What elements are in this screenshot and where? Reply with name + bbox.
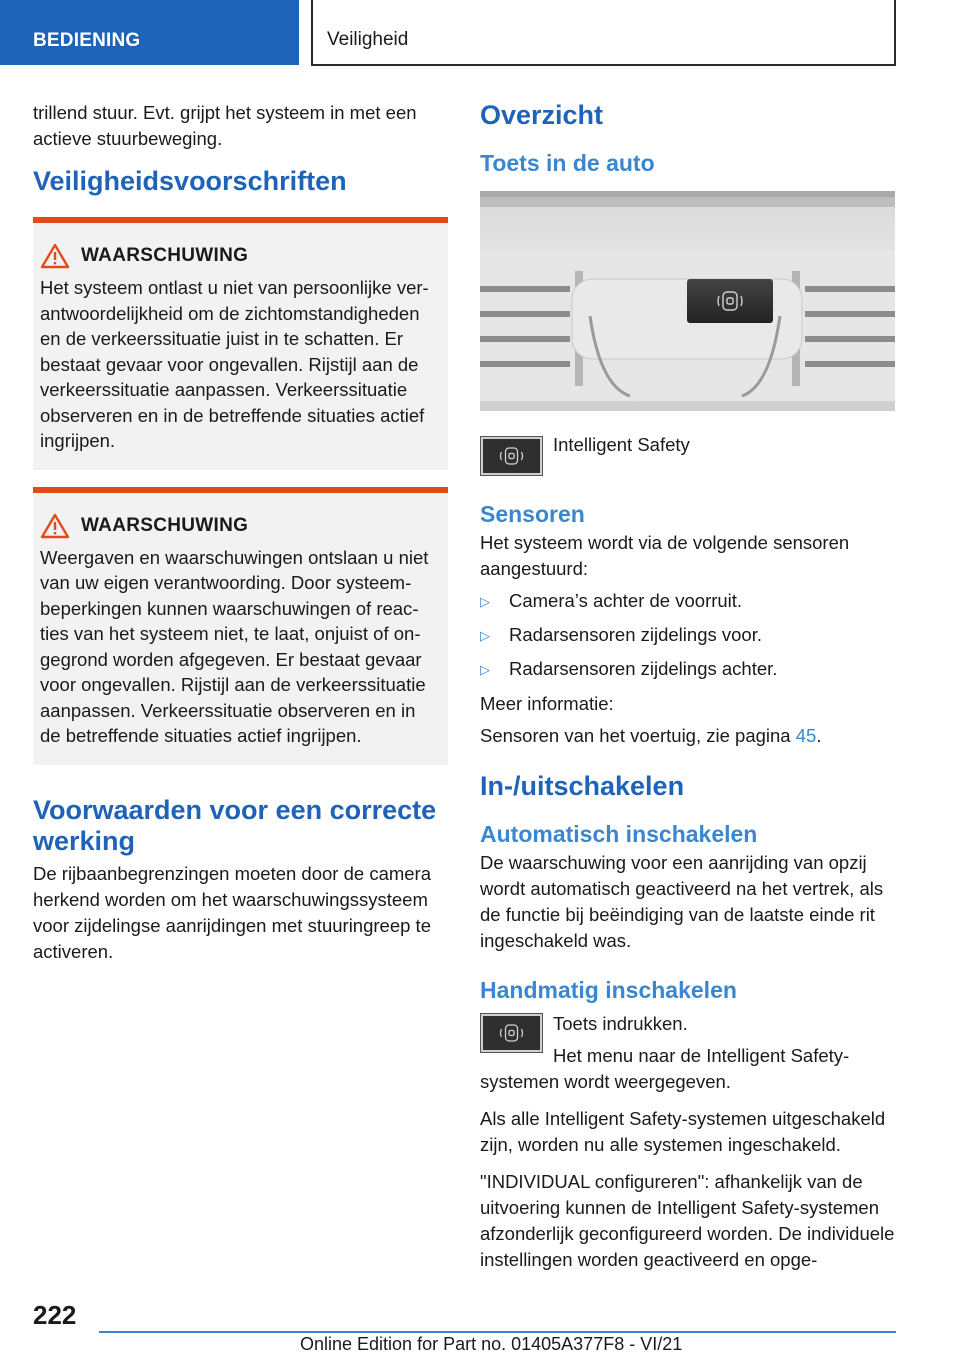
warning-title-row — [40, 513, 440, 539]
more-info-label: Meer informatie: — [480, 693, 614, 714]
warning-box-1 — [33, 217, 448, 470]
intro-paragraph: trillend stuur. Evt. grijpt het systeem in met een actieve stuurbeweging. — [33, 102, 417, 149]
conditions-heading: Voorwaarden voor een correcte werking — [33, 794, 437, 856]
list-item: ▷ Radarsensoren zijdelings voor. — [480, 622, 897, 649]
page-reference-link[interactable]: 45 — [795, 725, 817, 746]
warning-text: Weergaven en waarschuwingen ontslaan u niet van uw eigen verantwoording. Door systeembeperkingen kunnen waarschuwingen of reacties van het systeem niet, te laat, onjuist of ongegrond worden afgegeven. Er bestaat gevaar voor ongevallen. Rijstijl aan de verkeerssituatie aanpassen. Verkeerssituatie observeren en in de betreffende situaties actief ingrijpen. — [40, 546, 429, 746]
list-item: ▷ Camera’s achter de voorruit. — [480, 588, 897, 615]
warning-title-row — [40, 243, 440, 269]
sensor-reference: Sensoren van het voertuig, zie pagina 45. — [480, 725, 822, 746]
warning-triangle-icon — [40, 513, 70, 539]
triangle-bullet-icon: ▷ — [480, 628, 490, 643]
warning-title: WAARSCHUWING — [81, 245, 249, 266]
warning-triangle-icon — [40, 243, 70, 269]
right-column — [480, 100, 897, 1284]
button-heading: Toets in de auto — [480, 150, 655, 176]
conditions-paragraph: De rijbaanbegrenzingen moeten door de camera herkend worden om het waarschuwingssysteem voor zijdelingse aanrijdingen met stuuringreep te activeren. — [33, 862, 432, 962]
manual-step-text: Toets indrukken. — [553, 1013, 688, 1034]
warning-text: Het systeem ontlast u niet van persoonlijke verantwoordelijkheid om de zichtomstandigheden en de verkeerssituatie juist in te schatten. Er bestaat gevaar voor ongevallen. Rijstijl aan de verkeerssituatie aanpassen. Verkeerssituatie observeren en in de betreffende situaties actief ingrijpen. — [40, 277, 429, 451]
left-column — [33, 100, 448, 976]
manual-step-block — [480, 1011, 897, 1106]
manual-paragraph-3: "INDIVIDUAL configureren": afhankelijk van de uitvoering kunnen de Intelligent Safety-systemen afzonderlijk geconfigureerd worden. De individuele instellingen worden geactiveerd en opge- — [480, 1171, 895, 1270]
intelligent-safety-button-icon — [480, 436, 543, 476]
footer-divider — [99, 1331, 896, 1333]
overview-heading: Overzicht — [480, 100, 604, 130]
warning-box-2 — [33, 487, 448, 765]
switch-heading: In-/uitschakelen — [480, 771, 685, 801]
list-item: ▷ Radarsensoren zijdelings achter. — [480, 656, 897, 683]
page-number: 222 — [33, 1300, 77, 1330]
intelligent-safety-button-icon — [480, 1013, 543, 1053]
safety-heading: Veiligheidsvoorschriften — [33, 166, 347, 196]
chapter-title: Veiligheid — [311, 0, 896, 66]
sensors-intro: Het systeem wordt via de volgende sensoren aangestuurd: — [480, 532, 850, 579]
section-tab: BEDIENING — [0, 0, 299, 65]
manual-heading: Handmatig inschakelen — [480, 977, 737, 1003]
auto-paragraph: De waarschuwing voor een aanrijding van opzij wordt automatisch geactiveerd na het vertrek, als de functie bij beëindiging van de laatste einde rit ingeschakeld was. — [480, 852, 884, 951]
triangle-bullet-icon: ▷ — [480, 594, 490, 609]
warning-title: WAARSCHUWING — [81, 514, 249, 536]
button-legend-row — [480, 436, 897, 476]
triangle-bullet-icon: ▷ — [480, 662, 490, 677]
button-legend-label: Intelligent Safety — [553, 434, 690, 455]
auto-heading: Automatisch inschakelen — [480, 821, 758, 847]
dashboard-button-photo — [480, 191, 895, 411]
sensors-heading: Sensoren — [480, 501, 585, 527]
sensor-list — [480, 588, 897, 683]
manual-paragraph-2: Als alle Intelligent Safety-systemen uitgeschakeld zijn, worden nu alle systemen ingeschakeld. — [480, 1108, 886, 1155]
footer-edition: Online Edition for Part no. 01405A377F8 - VI/21 — [300, 1334, 683, 1354]
manual-result-text: Het menu naar de Intelligent Safety-systemen wordt weergegeven. — [480, 1045, 850, 1092]
